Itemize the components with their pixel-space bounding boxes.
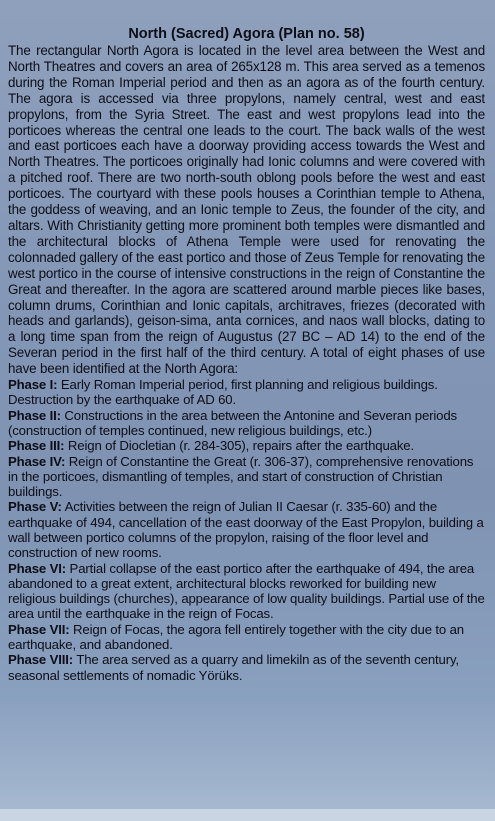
bottom-edge <box>0 809 495 821</box>
phase-item <box>8 438 485 453</box>
phase-label: Phase V: <box>8 499 62 515</box>
phase-item <box>8 499 485 560</box>
phase-text: Early Roman Imperial period, first planning and religious buildings. Destruction by the earthquake of AD 60. <box>8 377 438 408</box>
phase-item <box>8 377 485 408</box>
phase-label: Phase III: <box>8 438 65 454</box>
phase-text: Partial collapse of the east portico after the earthquake of 494, the area abandoned to a great extent, architectural blocks reworked for building new religious buildings (churches), appearance of low quality buildings. Partial use of the area until the earthquake in the reign of Focas. <box>8 560 485 622</box>
phase-item <box>8 622 485 653</box>
phase-text: Reign of Constantine the Great (r. 306-37), comprehensive renovations in the porticoes, dismantling of temples, and start of construction of Christian buildings. <box>8 453 474 500</box>
phase-label: Phase II: <box>8 407 61 423</box>
phase-text: Activities between the reign of Julian II Caesar (r. 335-60) and the earthquake of 494, cancellation of the east doorway of the East Propylon, building a wall between portico columns of the propylon, raising of the floor level and construction of new rooms. <box>8 499 484 561</box>
description-paragraph: The rectangular North Agora is located in the level area between the West and North Theatres and covers an area of 265x128 m. This area served as a temenos during the Roman Imperial period and then as an agora as of the fourth century. The agora is accessed via three propylons, namely central, west and east propylons, from the Syria Street. The east and west propylons lead into the porticoes whereas the central one leads to the court. The back walls of the west and east porticoes each have a doorway providing access towards the West and North Theatres. The porticoes originally had Ionic columns and were covered with a pitched roof. There are two north-south oblong pools before the west and east porticoes. The courtyard with these pools houses a Corinthian temple to Athena, the goddess of weaving, and an Ionic temple to Zeus, the founder of the city, and altars. With Christianity getting more prominent both temples were dismantled and the architectural blocks of Athena Temple were used for renovating the colonnaded gallery of the east portico and those of Zeus Temple for renovating the west portico in the course of intensive constructions in the reign of Constantine the Great and thereafter. In the agora are scattered around marble pieces like bases, column drums, Corinthian and Ionic capitals, architraves, friezes (decorated with heads and garlands), geison-sima, anta cornices, and naos wall blocks, dating to a long time span from the reign of Augustus (27 BC – AD 14) to the end of the Severan period in the first half of the third century. A total of eight phases of use have been identified at the North Agora: <box>8 43 485 377</box>
panel-title: North (Sacred) Agora (Plan no. 58) <box>128 26 365 42</box>
phase-label: Phase VII: <box>8 621 70 637</box>
phase-text: The area served as a quarry and limekiln as of the seventh century, seasonal settlements of nomadic Yörüks. <box>8 652 459 683</box>
phase-label: Phase VIII: <box>8 652 74 668</box>
phase-text: Reign of Focas, the agora fell entirely together with the city due to an earthquake, and abandoned. <box>8 621 464 653</box>
phase-item <box>8 408 485 439</box>
phase-label: Phase IV: <box>8 453 66 469</box>
phase-label: Phase VI: <box>8 560 67 576</box>
phase-text: Reign of Diocletian (r. 284-305), repairs after the earthquake. <box>64 438 414 454</box>
phase-item <box>8 561 485 622</box>
phase-item <box>8 454 485 500</box>
phase-text: Constructions in the area between the Antonine and Severan periods (construction of temples continued, new religious buildings, etc.) <box>8 407 457 438</box>
phase-item <box>8 652 485 683</box>
phase-label: Phase I: <box>8 377 58 393</box>
